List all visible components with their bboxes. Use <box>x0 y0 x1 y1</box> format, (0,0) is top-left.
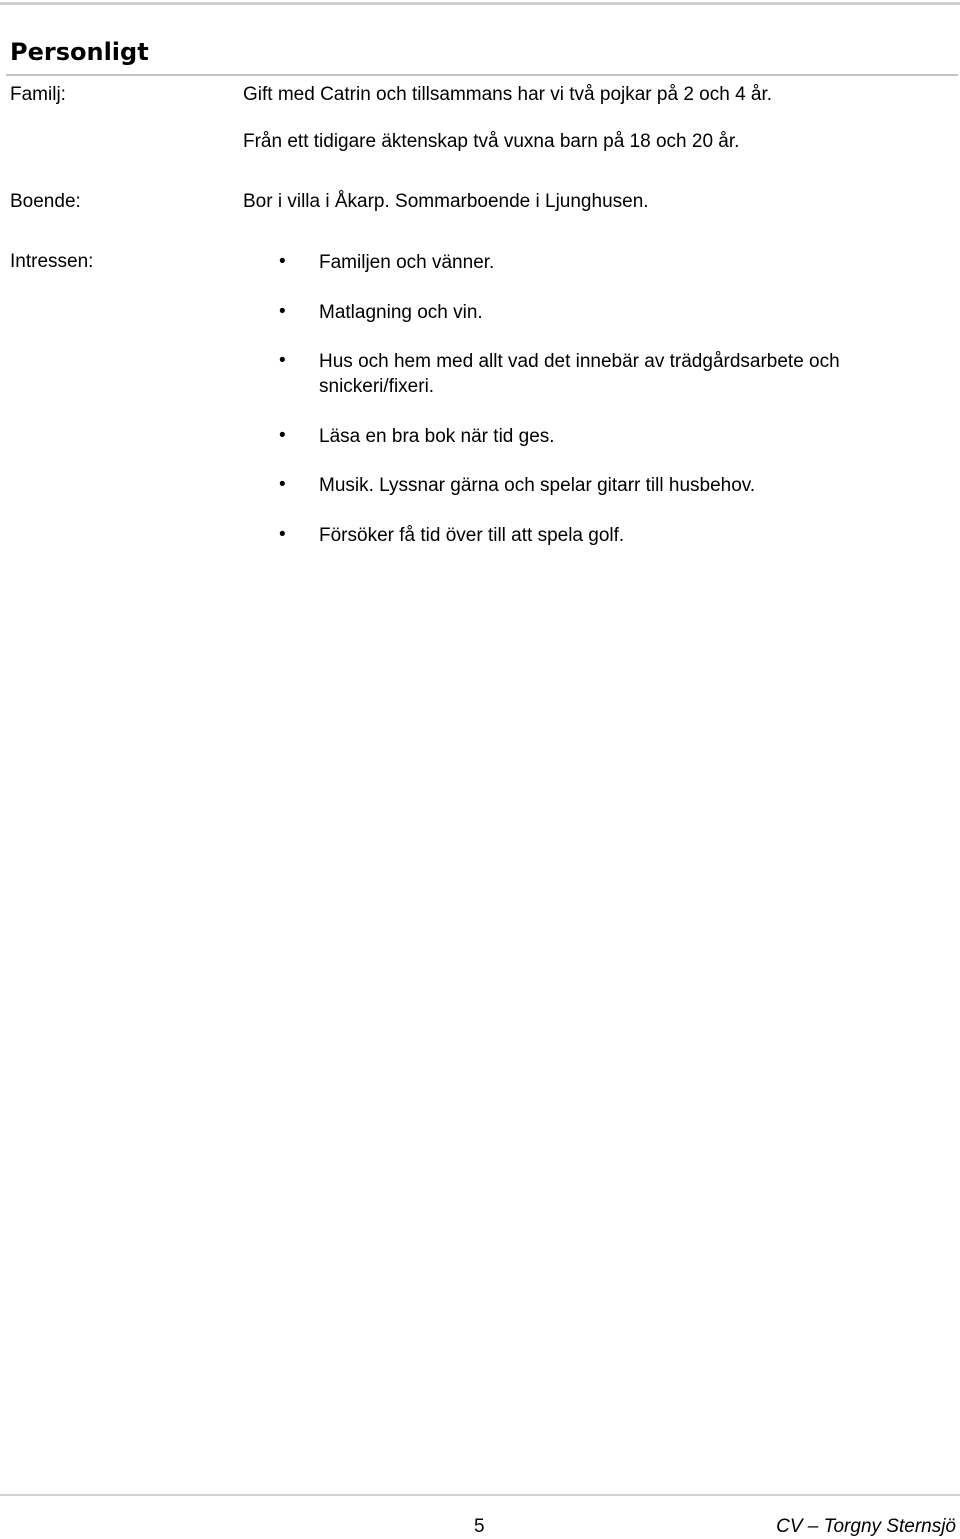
familj-line-2: Från ett tidigare äktenskap två vuxna barn på 18 och 20 år. <box>243 131 740 152</box>
list-item-text: Läsa en bra bok när tid ges. <box>319 426 555 447</box>
bullet-icon: • <box>279 251 286 272</box>
page-number: 5 <box>474 1516 485 1537</box>
familj-line-1: Gift med Catrin och tillsammans har vi två pojkar på 2 och 4 år. <box>243 84 773 105</box>
section-title: Personligt <box>10 38 149 66</box>
boende-label: Boende: <box>10 191 81 212</box>
bullet-icon: • <box>279 524 286 545</box>
bullet-icon: • <box>279 350 286 371</box>
list-item-text: Familjen och vänner. <box>319 252 495 273</box>
bullet-icon: • <box>279 301 286 322</box>
list-item-text: Matlagning och vin. <box>319 302 483 323</box>
section-divider <box>6 74 958 76</box>
intressen-label: Intressen: <box>10 251 94 272</box>
list-item-text: Hus och hem med allt vad det innebär av trädgårdsarbete och snickeri/fixeri. <box>319 351 840 397</box>
boende-value: Bor i villa i Åkarp. Sommarboende i Ljunghusen. <box>243 191 649 212</box>
footer-document-label: CV – Torgny Sternsjö <box>776 1516 956 1537</box>
bullet-icon: • <box>279 474 286 495</box>
familj-label: Familj: <box>10 84 66 105</box>
top-rule <box>0 2 960 5</box>
list-item-text: Musik. Lyssnar gärna och spelar gitarr till husbehov. <box>319 475 756 496</box>
list-item-text: Försöker få tid över till att spela golf. <box>319 525 625 546</box>
bullet-icon: • <box>279 425 286 446</box>
footer-divider <box>0 1494 960 1496</box>
